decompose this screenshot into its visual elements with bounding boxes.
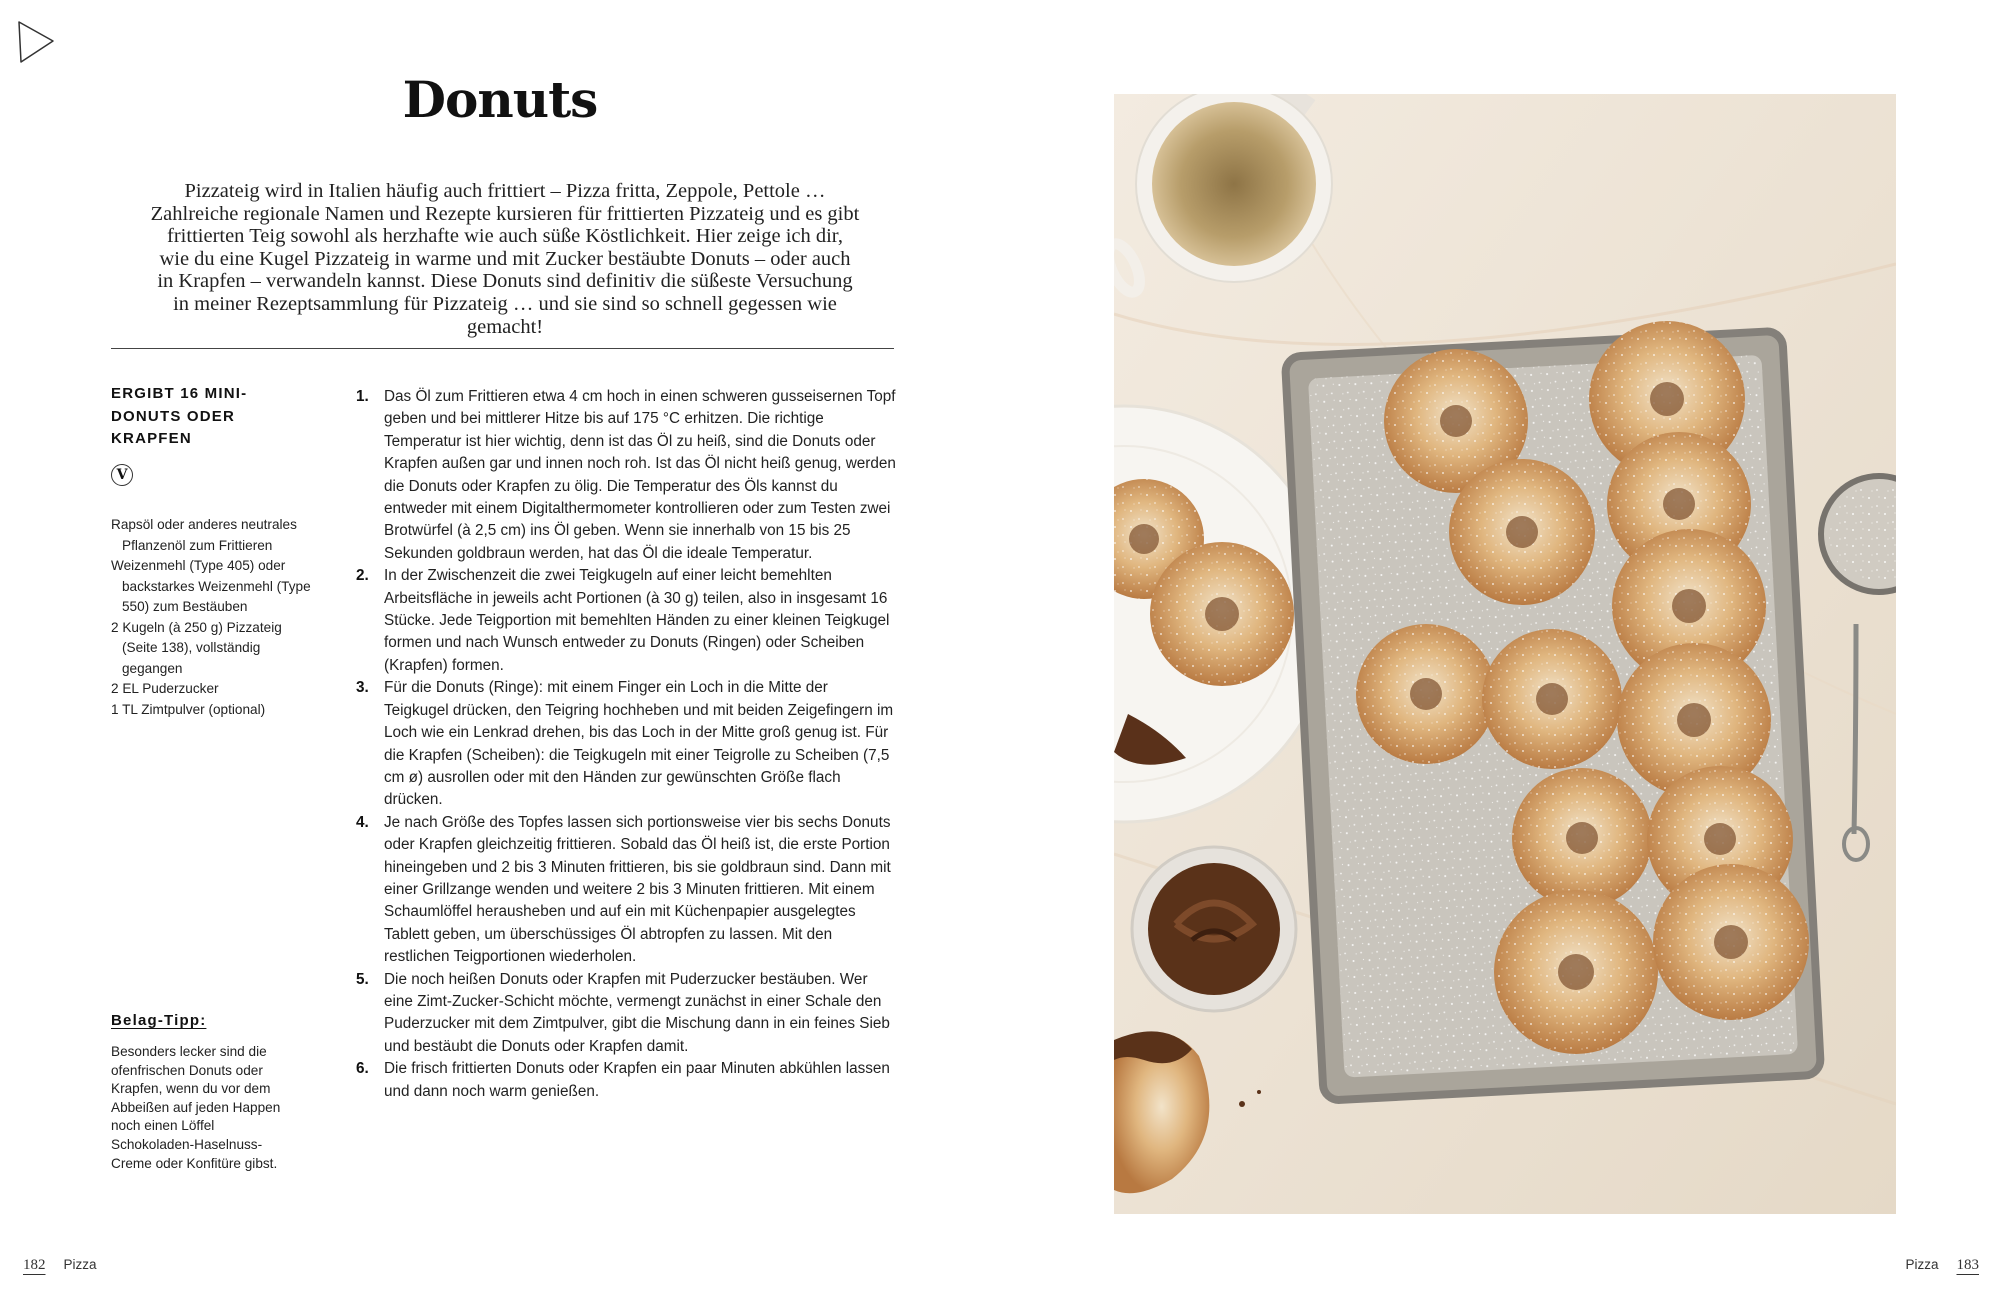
method-step — [356, 677, 896, 811]
ingredient-item: 1 TL Zimtpulver (optional) — [111, 701, 266, 717]
step-text: Die noch heißen Donuts oder Krapfen mit Puderzucker bestäuben. Wer eine Zimt-Zucker-Schicht möchte, vermengt zunächst in einer Schale den Puderzucker mit dem Zimtpulver, gibt die Mischung dann in ein feines Sieb und bestäubt die Donuts oder Krapfen damit. — [384, 970, 890, 1055]
footer-left — [23, 1256, 97, 1274]
section-label-left: Pizza — [63, 1257, 97, 1272]
recipe-title: Donuts — [402, 70, 598, 129]
step-text: Die frisch frittierten Donuts oder Krapfen ein paar Minuten abkühlen lassen und dann noch warm genießen. — [384, 1060, 890, 1100]
step-number: 5. — [356, 970, 369, 988]
vegetarian-badge-icon: V — [111, 464, 133, 486]
ingredient-list — [111, 515, 321, 720]
step-text: Das Öl zum Frittieren etwa 4 cm hoch in einen schweren gusseisernen Topf geben und bei mittlerer Hitze bis auf 175 °C erhitzen. Die richtige Temperatur ist hier wichtig, denn ist das Öl zu heiß, sind die Donuts oder Krapfen außen gar und innen noch roh. Ist das Öl nicht heiß genug, werden die Donuts oder Krapfen zu ölig. Die Temperatur des Öls kannst du entweder mit einem Digitalthermometer kontrollieren oder zum Testen zwei Brotwürfel (à 2,5 cm) ins Öl geben. Wenn sie innerhalb von 15 bis 25 Sekunden goldbraun werden, hat das Öl die ideale Temperatur. — [384, 388, 896, 562]
method-steps — [356, 386, 896, 1103]
section-divider — [111, 348, 894, 349]
recipe-yield: ERGIBT 16 MINI-DONUTS ODER KRAPFEN — [111, 385, 248, 447]
chocolate-jar — [1132, 847, 1296, 1011]
ingredient-item: 2 Kugeln (à 250 g) Pizzateig (Seite 138), vollständig gegangen — [111, 619, 282, 676]
ingredient-item: 2 EL Puderzucker — [111, 681, 219, 696]
step-number: 6. — [356, 1060, 369, 1078]
method-step — [356, 812, 896, 969]
page-number-left: 182 — [23, 1257, 46, 1273]
step-number: 4. — [356, 813, 369, 831]
step-number: 1. — [356, 388, 369, 405]
ingredient-item: Rapsöl oder anderes neutrales Pflanzenöl zum Frittieren — [111, 517, 297, 553]
page-number-right: 183 — [1956, 1257, 1979, 1273]
recipe-intro: Pizzateig wird in Italien häufig auch frittiert – Pizza fritta, Zeppole, Pettole … Zahlreiche regionale Namen und Rezepte kursieren für frittierten Pizzateig und es gibt frittierten Teig sowohl als herzhafte wie auch süße Köstlichkeit. Hier zeige ich dir, wie du eine Kugel Pizzateig in warme und mit Zucker bestäubte Donuts – oder auch in Krapfen – verwandeln kannst. Diese Donuts sind definitiv die süßeste Versuchung in meiner Rezeptsammlung für Pizzateig … und sie sind so schnell gegessen wie gemacht! — [150, 180, 860, 338]
step-number: 2. — [356, 567, 369, 585]
method-step — [356, 1058, 896, 1103]
method-step — [356, 386, 896, 565]
step-text: Je nach Größe des Topfes lassen sich portionsweise vier bis sechs Donuts oder Krapfen gleichzeitig frittieren. Sobald das Öl heiß ist, die erste Portion hineingeben und 2 bis 3 Minuten frittieren, bis sie goldbraun sind. Dann mit einer Grillzange wenden und weitere 2 bis 3 Minuten frittieren. Mit einem Schaumlöffel herausheben und auf ein mit Küchenpapier ausgelegtes Tablett geben, um überschüssiges Öl abtropfen zu lassen. Mit den restlichen Teigportionen wiederholen. — [384, 813, 891, 966]
triangle-marker-icon — [16, 20, 56, 66]
section-label-right: Pizza — [1905, 1257, 1939, 1272]
step-number: 3. — [356, 679, 369, 697]
ingredient-item: Weizenmehl (Type 405) oder backstarkes Weizenmehl (Type 550) zum Bestäuben — [111, 558, 311, 614]
tip-text: Besonders lecker sind die ofenfrischen Donuts oder Krapfen, wenn du vor dem Abbeißen auf jeden Happen noch einen Löffel Schokoladen-Haselnuss-Creme oder Konfitüre gibst. — [111, 1044, 281, 1171]
tip-heading: Belag-Tipp: — [111, 1012, 207, 1029]
step-text: In der Zwischenzeit die zwei Teigkugeln auf einer leicht bemehlten Arbeitsfläche in jeweils acht Portionen (à 30 g) teilen, also in insgesamt 16 Stücke. Jede Teigportion mit bemehlten Händen zu einer kleinen Teigkugel formen und nach Wunsch entweder zu Donuts (Ringen) oder Scheiben (Krapfen) formen. — [384, 567, 890, 674]
donut-photo — [1114, 94, 1896, 1214]
footer-right — [1905, 1256, 1979, 1274]
method-step — [356, 969, 896, 1059]
step-text: Für die Donuts (Ringe): mit einem Finger ein Loch in die Mitte der Teigkugel drücken, den Teigring hochheben und mit beiden Zeigefingern im Loch wie ein Lenkrad drehen, bis das Loch in der Mitte groß genug ist. Für die Krapfen (Scheiben): die Teigkugeln mit einer Teigrolle zu Scheiben (7,5 cm ø) ausrollen oder mit den Händen zur gewünschten Größe flach drücken. — [384, 679, 894, 809]
method-step — [356, 565, 896, 677]
